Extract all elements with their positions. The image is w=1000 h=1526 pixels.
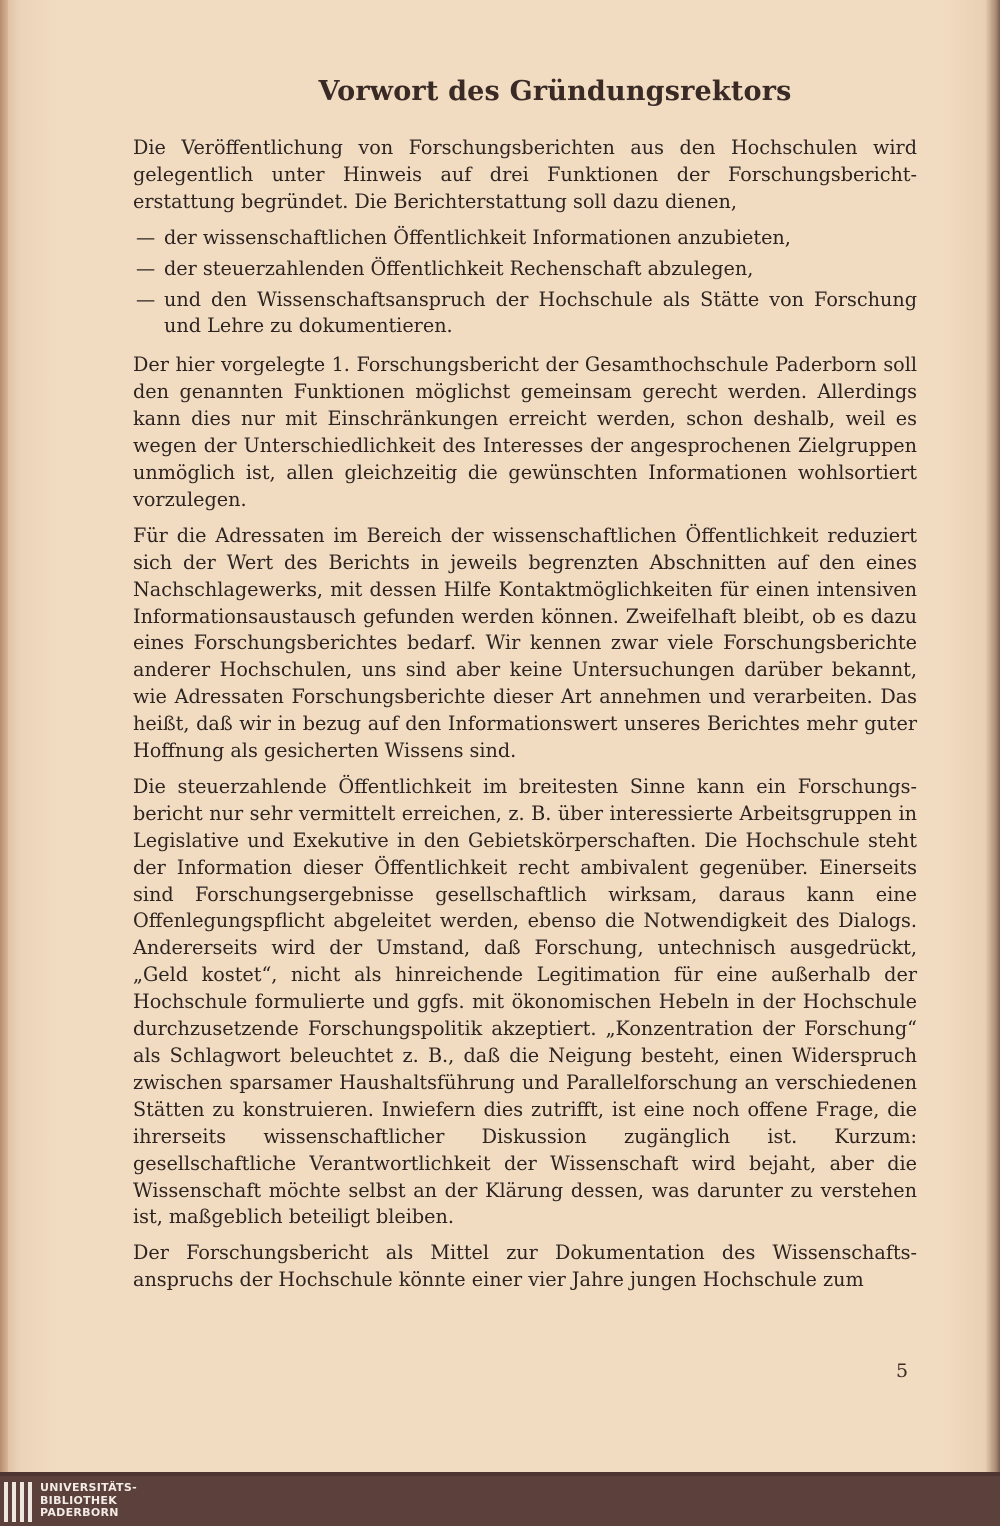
dash-marker: —	[136, 256, 156, 280]
page-title: Vorwort des Gründungsrektors	[318, 76, 792, 107]
function-list	[133, 225, 917, 341]
page-number: 5	[896, 1360, 909, 1382]
library-footer	[0, 1476, 1000, 1526]
dash-marker: —	[136, 225, 156, 249]
list-item	[133, 256, 917, 283]
body-paragraph: Der hier vorgelegte 1. Forschungsbericht der Gesamthochschule Paderborn soll den genannten Funktionen möglichst gemeinsam gerecht werden. Allerdings kann dies nur mit Einschränkungen erreicht werden, schon deshalb, weil es wegen der Unterschiedlichkeit des Interesses der angesprochenen Zielgruppen unmöglich ist, allen gleichzeitig die gewünschten Informationen wohlsortiert vorzulegen.	[133, 353, 917, 511]
page-content	[133, 76, 917, 1303]
body-paragraph: Der Forschungsbericht als Mittel zur Dokumentation des Wissenschaftsanspruchs der Hochschule könnte einer vier Jahre jungen Hochschule zum	[133, 1241, 917, 1292]
body-paragraph: Für die Adressaten im Bereich der wissenschaftlichen Öffentlichkeit reduziert sich der Wert des Berichts in jeweils begrenzten Abschnitten auf den eines Nachschlagewerks, mit dessen Hilfe Kontaktmöglichkeiten für einen intensiven Informationsaustausch gefunden werden können. Zweifelhaft bleibt, ob es dazu eines Forschungsberichtes bedarf. Wir kennen zwar viele Forschungsberichte anderer Hochschulen, uns sind aber keine Untersuchungen darüber bekannt, wie Adressaten Forschungsberichte dieser Art annehmen und verarbeiten. Das heißt, daß wir in bezug auf den Informationswert unseres Berichtes mehr guter Hoffnung als gesicherten Wissens sind.	[133, 523, 917, 763]
logo-line: BIBLIOTHEK	[40, 1493, 118, 1507]
body-paragraph: Die steuerzahlende Öffentlichkeit im breitesten Sinne kann ein Forschungsbericht nur sehr vermittelt erreichen, z. B. über interessierte Arbeitsgruppen in Legislative und Exekutive in den Gebietskörperschaften. Die Hochschule steht der Information dieser Öffentlichkeit recht ambivalent gegenüber. Einerseits sind Forschungsergebnisse gesellschaftlich wirksam, daraus kann eine Offenlegungspflicht abgeleitet werden, ebenso die Notwendigkeit des Dialogs. Andererseits wird der Umstand, daß Forschung, untechnisch ausgedrückt, „Geld kostet“, nicht als hinreichende Legitimation für eine außerhalb der Hochschule formulierte und ggfs. mit ökonomischen Hebeln in der Hochschule durchzusetzende Forschungspolitik akzeptiert. „Konzentration der Forschung“ als Schlagwort beleuchtet z. B., daß die Neigung besteht, einen Widerspruch zwischen sparsamer Haushaltsführung und Parallelforschung an verschiedenen Stätten zu konstruieren. Inwiefern dies zutrifft, ist eine noch offene Frage, die ihrerseits wissenschaftlicher Diskussion zugänglich ist. Kurzum: gesellschaftliche Verantwortlichkeit der Wissenschaft wird bejaht, aber die Wissenschaft möchte selbst an der Klärung dessen, was darunter zu verstehen ist, maßgeblich beteiligt bleiben.	[133, 774, 917, 1229]
logo-line: PADERBORN	[40, 1506, 119, 1520]
dash-marker: —	[136, 287, 156, 311]
list-item-text: und den Wissenschaftsanspruch der Hochschule als Stätte von Forschung und Lehre zu dokumentieren.	[164, 287, 917, 338]
list-item-text: der wissenschaftlichen Öffentlichkeit Informationen anzubieten,	[164, 225, 791, 249]
library-logo-text	[40, 1482, 137, 1520]
book-spine-edge	[0, 0, 8, 1472]
list-item	[133, 225, 917, 252]
logo-line: UNIVERSITÄTS-	[40, 1481, 137, 1495]
library-logo	[4, 1478, 137, 1524]
library-logo-icon	[4, 1480, 32, 1522]
intro-paragraph: Die Veröffentlichung von Forschungsberichten aus den Hochschulen wird gelegentlich unter Hinweis auf drei Funktionen der Forschungsberichterstattung begründet. Die Berichterstattung soll dazu dienen,	[133, 136, 917, 213]
list-item-text: der steuerzahlenden Öffentlichkeit Rechenschaft abzulegen,	[164, 256, 754, 280]
list-item	[133, 287, 917, 341]
